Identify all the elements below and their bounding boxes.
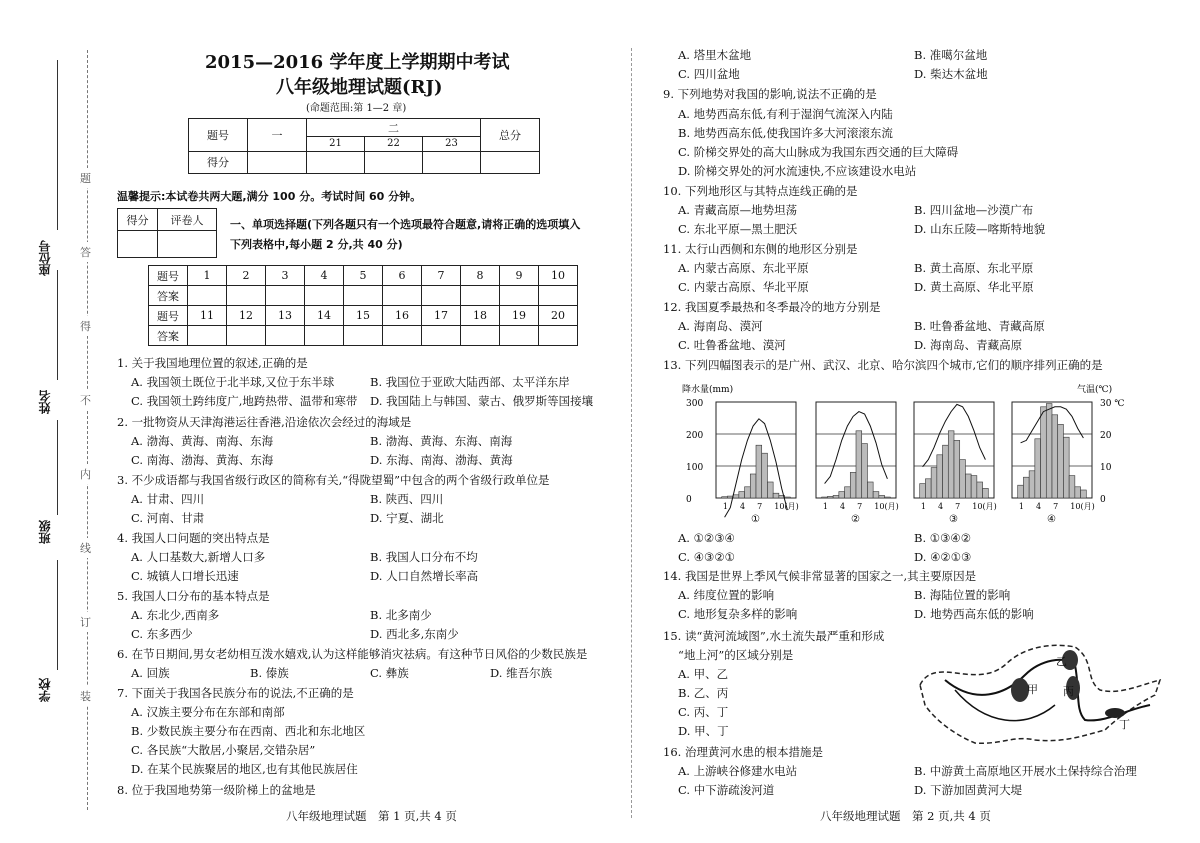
precip-bar — [931, 468, 937, 498]
question-stem: 2. 一批物资从天津海港运往香港,沿途依次会经过的海域是 — [117, 415, 412, 429]
question-number: 14 — [305, 306, 344, 326]
score-table — [188, 118, 540, 174]
y2-tick-label: 20 — [1100, 431, 1112, 441]
x-tick-label: 4 — [938, 502, 944, 511]
answer-cell[interactable] — [344, 286, 383, 306]
score-cell[interactable] — [423, 151, 481, 173]
precip-bar — [983, 488, 989, 498]
question-stem: 7. 下面关于我国各民族分布的说法,不正确的是 — [117, 686, 354, 700]
answer-option[interactable]: A. 塔里木盆地 — [678, 48, 752, 62]
answer-cell[interactable] — [422, 286, 461, 306]
answer-cell[interactable] — [227, 326, 266, 346]
score-table-header: 总分 — [481, 119, 540, 152]
y2-tick-label: 10 — [1100, 463, 1112, 473]
question-number: 7 — [422, 266, 461, 286]
score-table-header: 23 — [423, 137, 481, 151]
answer-option[interactable]: D. 甲、丁 — [678, 724, 729, 738]
answer-cell[interactable] — [188, 326, 227, 346]
answer-option[interactable]: D. 海南岛、青藏高原 — [914, 338, 1023, 352]
class-label: 班级 — [38, 520, 52, 544]
precip-bar — [839, 492, 845, 498]
y2-axis-title: 气温(℃) — [1077, 385, 1113, 395]
answer-option[interactable]: C. 东北平原—黑土肥沃 — [678, 222, 798, 236]
climate-charts — [672, 380, 1132, 528]
score-table-header: 一 — [248, 119, 307, 152]
grader-cell[interactable] — [157, 231, 216, 258]
x-tick-label: 4 — [840, 502, 846, 511]
x-tick-label: 10(月) — [774, 502, 799, 511]
y-tick-label: 200 — [686, 431, 704, 441]
question-number: 9 — [500, 266, 539, 286]
x-tick-label: 7 — [955, 502, 961, 511]
page-footer-left: 八年级地理试题 第 1 页,共 4 页 — [286, 809, 457, 823]
answer-option[interactable]: A. 内蒙古高原、东北平原 — [678, 261, 809, 275]
answer-option[interactable]: C. 各民族“大散居,小聚居,交错杂居” — [131, 743, 316, 757]
answer-option[interactable]: D. 下游加固黄河大堤 — [914, 783, 1023, 797]
precip-bar — [1075, 487, 1081, 498]
map-label: 乙 — [1056, 655, 1067, 668]
answer-option[interactable]: D. 地势西高东低的影响 — [914, 607, 1034, 621]
chart-number-label: ① — [751, 514, 760, 525]
score-cell[interactable] — [481, 151, 540, 173]
question-number: 2 — [227, 266, 266, 286]
score-table-header: 二 — [307, 119, 481, 137]
binding-char: 答 — [80, 242, 91, 262]
binding-char: 题 — [80, 168, 91, 188]
x-tick-label: 10(月) — [1070, 502, 1095, 511]
answer-option[interactable]: A. 汉族主要分布在东部和南部 — [131, 705, 285, 719]
precip-bar — [948, 431, 954, 498]
answer-option[interactable]: A. 渤海、黄海、南海、东海 — [131, 434, 274, 448]
answer-option[interactable]: A. ①②③④ — [678, 531, 735, 545]
precip-bar — [739, 492, 745, 498]
answer-cell[interactable] — [500, 286, 539, 306]
answer-option[interactable]: B. 海陆位置的影响 — [914, 588, 1011, 602]
y-tick-label: 0 — [686, 495, 692, 505]
precip-bar — [943, 445, 949, 498]
binding-char: 装 — [80, 686, 91, 706]
school-line[interactable] — [57, 560, 58, 670]
x-tick-label: 10(月) — [874, 502, 899, 511]
chart-number-label: ④ — [1047, 514, 1056, 525]
grader-header: 评卷人 — [157, 209, 216, 231]
answer-cell[interactable] — [422, 326, 461, 346]
answer-cell[interactable] — [188, 286, 227, 306]
name-line[interactable] — [57, 270, 58, 380]
grader-header: 得分 — [118, 209, 158, 231]
question-stem: 8. 位于我国地势第一级阶梯上的盆地是 — [117, 783, 316, 797]
question-number: 5 — [344, 266, 383, 286]
answer-option[interactable]: C. 城镇人口增长迅速 — [131, 569, 239, 583]
precip-bar — [862, 444, 868, 498]
answer-option[interactable]: A. 上游峡谷修建水电站 — [678, 764, 798, 778]
answer-option[interactable]: B. 吐鲁番盆地、青藏高原 — [914, 319, 1045, 333]
x-tick-label: 4 — [740, 502, 746, 511]
x-tick-label: 1 — [822, 502, 828, 511]
question-number: 16 — [383, 306, 422, 326]
binding-char: 不 — [80, 390, 91, 410]
answer-cell[interactable] — [344, 326, 383, 346]
question-number: 17 — [422, 306, 461, 326]
answer-cell[interactable] — [305, 286, 344, 306]
answer-option[interactable]: C. 吐鲁番盆地、漠河 — [678, 338, 786, 352]
x-tick-label: 1 — [1018, 502, 1024, 511]
question-number: 6 — [383, 266, 422, 286]
question-number: 19 — [500, 306, 539, 326]
precip-bar — [827, 496, 833, 498]
question-number: 20 — [539, 306, 578, 326]
question-number: 4 — [305, 266, 344, 286]
binding-char: 订 — [80, 612, 91, 632]
answer-cell[interactable] — [383, 326, 422, 346]
question-stem: 5. 我国人口分布的基本特点是 — [117, 589, 270, 603]
question-number: 3 — [266, 266, 305, 286]
score-cell[interactable] — [365, 151, 423, 173]
name-label: 姓名 — [38, 390, 52, 414]
precip-bar — [845, 487, 851, 498]
answer-cell[interactable] — [383, 286, 422, 306]
question-number: 1 — [188, 266, 227, 286]
precip-bar — [856, 431, 862, 498]
score-cell[interactable] — [248, 151, 307, 173]
precip-bar — [960, 460, 966, 498]
x-tick-label: 4 — [1036, 502, 1042, 511]
answer-option[interactable]: A. 人口基数大,新增人口多 — [131, 550, 266, 564]
answer-option[interactable]: B. 渤海、黄海、东海、南海 — [370, 434, 513, 448]
y-tick-label: 300 — [686, 399, 704, 409]
answer-option[interactable]: C. 内蒙古高原、华北平原 — [678, 280, 809, 294]
exam-scope: (命题范围:第 1—2 章) — [306, 103, 407, 114]
precip-bar — [733, 495, 739, 498]
answer-option[interactable]: D. 西北多,东南少 — [370, 627, 459, 641]
answer-option[interactable]: C. 东多西少 — [131, 627, 193, 641]
score-table-header: 得分 — [189, 151, 248, 173]
answer-table-header: 题号 — [149, 266, 188, 286]
answer-cell[interactable] — [305, 326, 344, 346]
score-table-header: 21 — [307, 137, 365, 151]
answer-option[interactable]: D. 维吾尔族 — [490, 666, 553, 680]
question-stem: 9. 下列地势对我国的影响,说法不正确的是 — [663, 87, 877, 101]
chart-number-label: ② — [851, 514, 860, 525]
answer-option[interactable]: A. 回族 — [131, 666, 170, 680]
answer-option[interactable]: A. 我国领土既位于北半球,又位于东半球 — [131, 375, 335, 389]
precip-bar — [937, 455, 943, 498]
binding-char: 内 — [80, 464, 91, 484]
precip-bar — [879, 495, 885, 498]
score-table-header: 22 — [365, 137, 423, 151]
answer-option[interactable]: C. 四川盆地 — [678, 67, 740, 81]
question-stem: 3. 不少成语都与我国省级行政区的简称有关,“得陇望蜀”中包含的两个省级行政单位是 — [117, 473, 550, 487]
answer-option[interactable]: B. 准噶尔盆地 — [914, 48, 988, 62]
precip-bar — [885, 497, 891, 498]
answer-option[interactable]: C. 阶梯交界处的高大山脉成为我国东西交通的巨大障碍 — [678, 145, 959, 159]
answer-option[interactable]: A. 纬度位置的影响 — [678, 588, 775, 602]
x-tick-label: 7 — [757, 502, 763, 511]
answer-option[interactable]: D. 柴达木盆地 — [914, 67, 988, 81]
score-cell[interactable] — [307, 151, 365, 173]
question-number: 18 — [461, 306, 500, 326]
precip-bar — [750, 474, 756, 498]
binding-char: 线 — [80, 538, 91, 558]
precip-bar — [1058, 424, 1064, 498]
y-tick-label: 100 — [686, 463, 704, 473]
precip-bar — [1029, 471, 1035, 498]
question-number: 8 — [461, 266, 500, 286]
question-stem: 16. 治理黄河水患的根本措施是 — [663, 745, 823, 759]
exam-title: 2015—2016 学年度上学期期中考试 — [205, 52, 510, 73]
answer-option[interactable]: D. 人口自然增长率高 — [370, 569, 479, 583]
x-tick-label: 1 — [722, 502, 728, 511]
answer-cell[interactable] — [266, 326, 305, 346]
answer-option[interactable]: C. 南海、渤海、黄海、东海 — [131, 453, 274, 467]
answer-option[interactable]: C. 中下游疏浚河道 — [678, 783, 775, 797]
page-footer-right: 八年级地理试题 第 2 页,共 4 页 — [820, 809, 991, 823]
precip-bar — [965, 474, 971, 498]
exam-subtitle: 八年级地理试题(RJ) — [276, 77, 443, 98]
precip-bar — [1035, 439, 1041, 498]
answer-cell[interactable] — [539, 326, 578, 346]
answer-cell[interactable] — [266, 286, 305, 306]
answer-cell[interactable] — [227, 286, 266, 306]
answer-option[interactable]: D. 东海、南海、渤海、黄海 — [370, 453, 513, 467]
question-stem: 13. 下列四幅图表示的是广州、武汉、北京、哈尔滨四个城市,它们的顺序排列正确的是 — [663, 358, 1103, 372]
answer-option[interactable]: B. 傣族 — [250, 666, 289, 680]
precip-bar — [756, 445, 762, 498]
grader-table — [117, 208, 217, 258]
precip-bar — [867, 482, 873, 498]
question-stem: 1. 关于我国地理位置的叙述,正确的是 — [117, 356, 308, 370]
map-label: 丁 — [1119, 718, 1130, 731]
answer-option[interactable]: B. 中游黄土高原地区开展水土保持综合治理 — [914, 764, 1137, 778]
precip-bar — [773, 493, 779, 498]
precip-bar — [833, 495, 839, 498]
answer-option[interactable]: A. 甲、乙 — [678, 667, 729, 681]
chart-number-label: ③ — [949, 514, 958, 525]
precip-bar — [1063, 437, 1069, 498]
score-table-header: 题号 — [189, 119, 248, 152]
precip-bar — [971, 476, 977, 498]
answer-option[interactable]: B. 黄土高原、东北平原 — [914, 261, 1034, 275]
answer-option[interactable]: D. 阶梯交界处的河水流速快,不应该建设水电站 — [678, 164, 917, 178]
answer-table-header: 题号 — [149, 306, 188, 326]
precip-bar — [1041, 407, 1047, 498]
answer-option[interactable]: B. 陕西、四川 — [370, 492, 444, 506]
seat-line[interactable] — [57, 60, 58, 230]
answer-option[interactable]: A. 东北少,西南多 — [131, 608, 220, 622]
precip-bar — [1023, 477, 1029, 498]
answer-table-header: 答案 — [149, 326, 188, 346]
answer-option[interactable]: B. ①③④② — [914, 531, 972, 545]
question-number: 10 — [539, 266, 578, 286]
answer-cell[interactable] — [461, 286, 500, 306]
answer-option[interactable]: C. 地形复杂多样的影响 — [678, 607, 798, 621]
class-line[interactable] — [57, 420, 58, 515]
answer-option[interactable]: A. 地势西高东低,有利于湿润气流深入内陆 — [678, 107, 893, 121]
section-heading: 下列表格中,每小题 2 分,共 40 分) — [230, 238, 403, 251]
answer-option[interactable]: A. 海南岛、漠河 — [678, 319, 763, 333]
answer-option[interactable]: B. 我国位于亚欧大陆西部、太平洋东岸 — [370, 375, 570, 389]
answer-option[interactable]: A. 青藏高原—地势坦荡 — [678, 203, 798, 217]
question-number: 12 — [227, 306, 266, 326]
answer-option[interactable]: B. 我国人口分布不均 — [370, 550, 478, 564]
answer-option[interactable]: D. ④②①③ — [914, 550, 972, 564]
precip-bar — [785, 497, 791, 498]
question-stem: 12. 我国夏季最热和冬季最冷的地方分别是 — [663, 300, 881, 314]
y2-tick-label: 0 — [1100, 495, 1106, 505]
exam-tip: 温馨提示:本试卷共两大题,满分 100 分。考试时间 60 分钟。 — [117, 190, 422, 203]
question-stem: 4. 我国人口问题的突出特点是 — [117, 531, 270, 545]
y2-tick-label: 30 ℃ — [1100, 399, 1125, 409]
precip-bar — [767, 482, 773, 498]
answer-option[interactable]: C. 我国领土跨纬度广,地跨热带、温带和寒带 — [131, 394, 358, 408]
precip-bar — [822, 497, 828, 498]
answer-option[interactable]: C. 彝族 — [370, 666, 409, 680]
answer-option[interactable]: C. 丙、丁 — [678, 705, 729, 719]
answer-cell[interactable] — [539, 286, 578, 306]
precip-bar — [1046, 404, 1052, 498]
precip-bar — [1081, 490, 1087, 498]
yellow-river-map — [915, 635, 1165, 753]
precip-bar — [762, 453, 768, 498]
precip-bar — [954, 440, 960, 498]
map-label: 丙 — [1063, 685, 1074, 698]
answer-option[interactable]: C. ④③②① — [678, 550, 735, 564]
seat-label: 座位号 — [38, 240, 52, 276]
question-stem: 11. 太行山西侧和东侧的地形区分别是 — [663, 242, 858, 256]
answer-option[interactable]: D. 黄土高原、华北平原 — [914, 280, 1034, 294]
map-label: 甲 — [1027, 683, 1038, 696]
precip-bar — [977, 482, 983, 498]
precip-bar — [1052, 415, 1058, 498]
binding-char: 得 — [80, 316, 91, 336]
answer-option[interactable]: A. 甘肃、四川 — [131, 492, 205, 506]
precip-bar — [722, 497, 728, 498]
question-stem: 10. 下列地形区与其特点连线正确的是 — [663, 184, 858, 198]
x-tick-label: 7 — [1053, 502, 1059, 511]
question-stem: 15. 读“黄河流域图”,水土流失最严重和形成 — [663, 629, 885, 643]
precip-bar — [1069, 476, 1075, 498]
section-heading: 一、单项选择题(下列各题只有一个选项最符合题意,请将正确的选项填入 — [230, 218, 581, 231]
precip-bar — [920, 484, 926, 498]
answer-cell[interactable] — [500, 326, 539, 346]
question-stem: 6. 在节日期间,男女老幼相互泼水嬉戏,认为这样能够消灾祛病。有这种节日风俗的少数民族是 — [117, 647, 588, 661]
x-tick-label: 7 — [857, 502, 863, 511]
answer-option[interactable]: D. 山东丘陵—喀斯特地貌 — [914, 222, 1046, 236]
question-number: 13 — [266, 306, 305, 326]
precip-bar — [873, 492, 879, 498]
school-label: 学校 — [38, 678, 52, 702]
grader-cell[interactable] — [118, 231, 158, 258]
precip-bar — [925, 479, 931, 498]
answer-table — [148, 265, 578, 346]
question-stem: “地上河”的区域分别是 — [678, 648, 794, 662]
precip-bar — [850, 472, 856, 498]
page-divider — [631, 48, 632, 818]
precip-bar — [1018, 485, 1024, 498]
answer-option[interactable]: D. 宁夏、湖北 — [370, 511, 444, 525]
x-tick-label: 10(月) — [972, 502, 997, 511]
precip-bar — [745, 487, 751, 498]
answer-option[interactable]: B. 乙、丙 — [678, 686, 729, 700]
question-number: 15 — [344, 306, 383, 326]
answer-option[interactable]: D. 我国陆上与韩国、蒙古、俄罗斯等国接壤 — [370, 394, 594, 408]
answer-option[interactable]: C. 河南、甘肃 — [131, 511, 205, 525]
question-stem: 14. 我国是世界上季风气候非常显著的国家之一,其主要原因是 — [663, 569, 977, 583]
answer-option[interactable]: B. 少数民族主要分布在西南、西北和东北地区 — [131, 724, 366, 738]
question-number: 11 — [188, 306, 227, 326]
x-tick-label: 1 — [920, 502, 926, 511]
answer-option[interactable]: B. 地势西高东低,使我国许多大河滚滚东流 — [678, 126, 893, 140]
answer-cell[interactable] — [461, 326, 500, 346]
answer-option[interactable]: B. 北多南少 — [370, 608, 432, 622]
answer-option[interactable]: B. 四川盆地—沙漠广布 — [914, 203, 1034, 217]
answer-table-header: 答案 — [149, 286, 188, 306]
answer-option[interactable]: D. 在某个民族聚居的地区,也有其他民族居住 — [131, 762, 358, 776]
y-axis-title: 降水量(mm) — [682, 385, 734, 395]
